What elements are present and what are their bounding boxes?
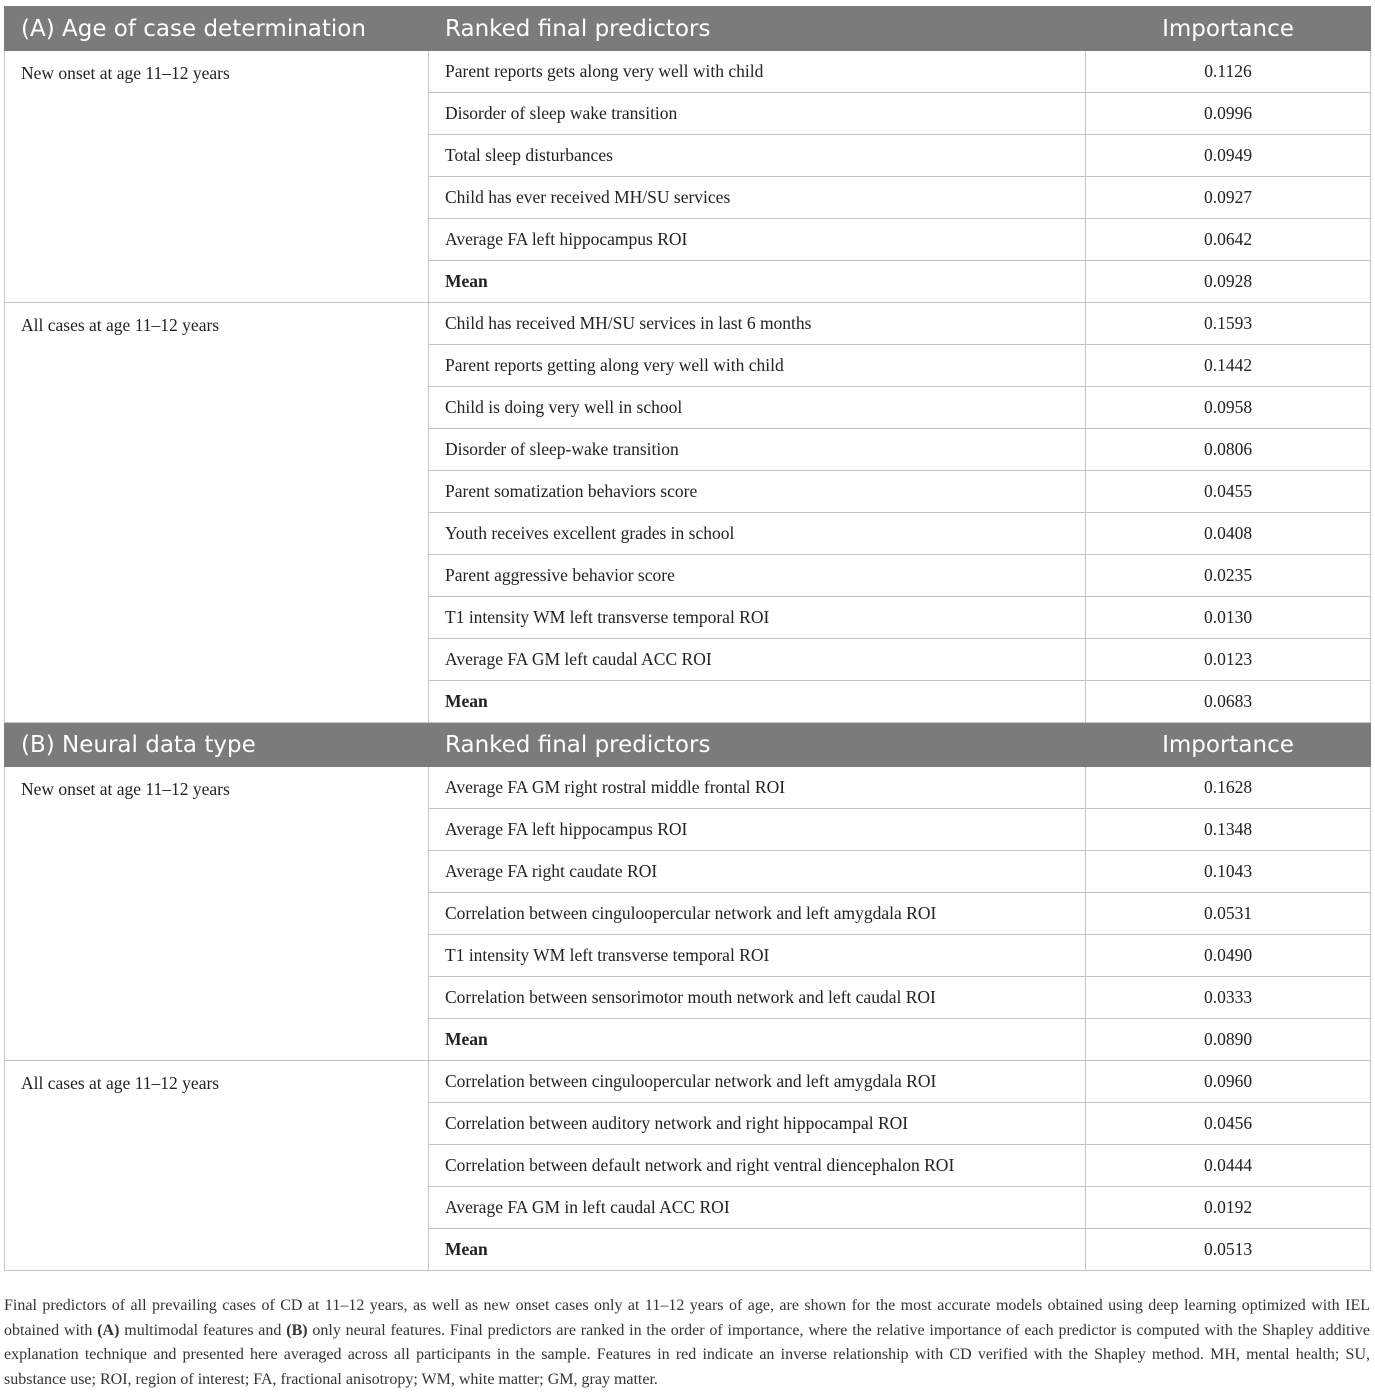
predictors-column-header: Ranked final predictors [429, 7, 1086, 51]
caption-text-3: only neural features. Final predictors are ranked in the order of importance, where the relative importance of each predictor is computed with the Shapley additive explanation technique and presented here averaged across all participants in the sample. Features in red indicate an inverse relationship with CD verified with the Shapley method. MH, mental health; SU, substance use; ROI, region of interest; FA, fractional anisotropy; WM, white matter; GM, gray matter. [4, 1321, 1371, 1388]
predictor-name: Disorder of sleep-wake transition [429, 429, 1086, 471]
importance-value: 0.0455 [1086, 471, 1371, 513]
predictor-name: Average FA left hippocampus ROI [429, 809, 1086, 851]
importance-value: 0.0333 [1086, 977, 1371, 1019]
table-row [5, 51, 1371, 93]
caption-text-2: multimodal features and [119, 1321, 287, 1339]
mean-label: Mean [429, 681, 1086, 723]
predictor-name: Average FA GM left caudal ACC ROI [429, 639, 1086, 681]
mean-label: Mean [429, 1229, 1086, 1271]
importance-column-header: Importance [1086, 723, 1371, 767]
group-label: New onset at age 11–12 years [5, 767, 429, 1061]
importance-value: 0.1348 [1086, 809, 1371, 851]
predictor-name: Average FA GM in left caudal ACC ROI [429, 1187, 1086, 1229]
importance-value: 0.0444 [1086, 1145, 1371, 1187]
predictor-name: Disorder of sleep wake transition [429, 93, 1086, 135]
predictor-name: Correlation between cinguloopercular network and left amygdala ROI [429, 893, 1086, 935]
predictor-name: Parent somatization behaviors score [429, 471, 1086, 513]
importance-value: 0.1442 [1086, 345, 1371, 387]
table-row [5, 1061, 1371, 1103]
caption-label-b: (B) [286, 1321, 308, 1339]
predictor-name: Average FA left hippocampus ROI [429, 219, 1086, 261]
importance-value: 0.1628 [1086, 767, 1371, 809]
importance-value: 0.0806 [1086, 429, 1371, 471]
importance-value: 0.1126 [1086, 51, 1371, 93]
section-title: (B) Neural data type [5, 723, 429, 767]
caption-text-1: Final predictors of all prevailing cases of CD at 11–12 years, as well as new onset cases only at 11–12 years of age, are shown for the most accurate models obtained using deep learning optimized with IEL obtained with [4, 1297, 1370, 1339]
predictors-table-body [5, 7, 1371, 1271]
section-header-row [5, 7, 1371, 51]
importance-value: 0.0996 [1086, 93, 1371, 135]
importance-value: 0.1593 [1086, 303, 1371, 345]
table-caption [4, 1294, 1370, 1392]
importance-value: 0.0490 [1086, 935, 1371, 977]
group-label: All cases at age 11–12 years [5, 1061, 429, 1271]
predictor-name: Average FA GM right rostral middle frontal ROI [429, 767, 1086, 809]
predictor-name: Parent aggressive behavior score [429, 555, 1086, 597]
section-header-row [5, 723, 1371, 767]
predictor-name: Correlation between cinguloopercular network and left amygdala ROI [429, 1061, 1086, 1103]
importance-value: 0.0123 [1086, 639, 1371, 681]
importance-value: 0.0235 [1086, 555, 1371, 597]
importance-column-header: Importance [1086, 7, 1371, 51]
mean-label: Mean [429, 261, 1086, 303]
mean-value: 0.0890 [1086, 1019, 1371, 1061]
importance-value: 0.0192 [1086, 1187, 1371, 1229]
predictor-name: Correlation between default network and right ventral diencephalon ROI [429, 1145, 1086, 1187]
predictor-name: Child has ever received MH/SU services [429, 177, 1086, 219]
predictor-name: Correlation between auditory network and right hippocampal ROI [429, 1103, 1086, 1145]
mean-value: 0.0928 [1086, 261, 1371, 303]
importance-value: 0.0531 [1086, 893, 1371, 935]
predictor-name: Parent reports getting along very well with child [429, 345, 1086, 387]
table-row [5, 303, 1371, 345]
group-label: New onset at age 11–12 years [5, 51, 429, 303]
predictor-name: Correlation between sensorimotor mouth network and left caudal ROI [429, 977, 1086, 1019]
importance-value: 0.1043 [1086, 851, 1371, 893]
importance-value: 0.0958 [1086, 387, 1371, 429]
predictor-name: Total sleep disturbances [429, 135, 1086, 177]
importance-value: 0.0949 [1086, 135, 1371, 177]
predictor-name: Youth receives excellent grades in school [429, 513, 1086, 555]
importance-value: 0.0927 [1086, 177, 1371, 219]
table-row [5, 767, 1371, 809]
caption-label-a: (A) [97, 1321, 120, 1339]
predictors-column-header: Ranked final predictors [429, 723, 1086, 767]
mean-label: Mean [429, 1019, 1086, 1061]
predictor-name: T1 intensity WM left transverse temporal ROI [429, 597, 1086, 639]
predictor-name: Child has received MH/SU services in last 6 months [429, 303, 1086, 345]
importance-value: 0.0642 [1086, 219, 1371, 261]
predictor-name: T1 intensity WM left transverse temporal ROI [429, 935, 1086, 977]
mean-value: 0.0513 [1086, 1229, 1371, 1271]
importance-value: 0.0456 [1086, 1103, 1371, 1145]
predictors-table [4, 6, 1371, 1271]
mean-value: 0.0683 [1086, 681, 1371, 723]
section-title: (A) Age of case determination [5, 7, 429, 51]
importance-value: 0.0130 [1086, 597, 1371, 639]
importance-value: 0.0960 [1086, 1061, 1371, 1103]
predictor-name: Child is doing very well in school [429, 387, 1086, 429]
importance-value: 0.0408 [1086, 513, 1371, 555]
predictor-name: Parent reports gets along very well with child [429, 51, 1086, 93]
predictor-name: Average FA right caudate ROI [429, 851, 1086, 893]
group-label: All cases at age 11–12 years [5, 303, 429, 723]
